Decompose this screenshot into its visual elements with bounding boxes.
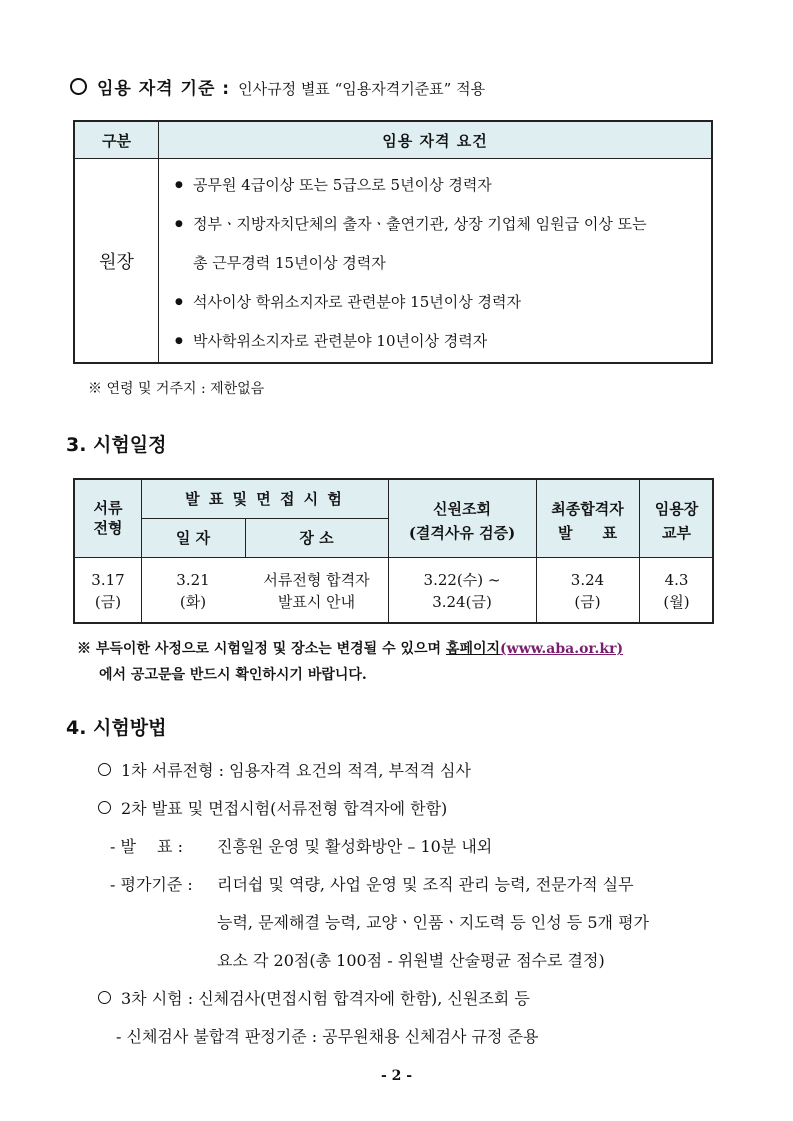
requirement-text: 박사학위소지자로 관련분야 10년이상 경력자 — [193, 332, 488, 350]
page-number: - 2 - — [380, 1068, 413, 1084]
presentation-label: - 발 표 : — [110, 837, 183, 856]
column-header-category: 구분 — [102, 132, 131, 150]
header-background-check: 신원조회 (결격사유 검증) — [408, 500, 516, 542]
homepage-label: 홈페이지 — [445, 641, 501, 657]
requirement-item — [175, 322, 647, 361]
requirement-text: 공무원 4급이상 또는 5급으로 5년이상 경력자 — [193, 176, 492, 194]
requirements-list — [175, 166, 647, 361]
requirement-item — [175, 166, 647, 205]
header-doc-screening: 서류 전형 — [93, 499, 123, 537]
method-step-2: 2차 발표 및 면접시험(서류전형 합격자에 한함) — [98, 796, 447, 819]
header-final-announcement: 최종합격자 발 표 — [551, 500, 624, 542]
column-header-requirements: 임용 자격 요건 — [382, 132, 488, 150]
cell-place: 서류전형 합격자 발표시 안내 — [263, 571, 370, 611]
header-date: 일 자 — [175, 529, 211, 547]
cell-background-check: 3.22(수) ~ 3.24(금) — [423, 571, 501, 611]
requirement-item — [175, 283, 647, 322]
circle-bullet-icon — [98, 991, 111, 1004]
schedule-change-note: ※ 부득이한 사정으로 시험일정 및 장소는 변경될 수 있으며 홈페이지(www.aba.or.kr) 에서 공고문을 반드시 확인하시기 바랍니다. — [77, 641, 624, 683]
circle-bullet-icon — [98, 801, 111, 814]
physical-exam-criteria: - 신체검사 불합격 판정기준 : 공무원채용 신체검사 규정 준용 — [116, 1027, 539, 1046]
cell-final-announcement: 3.24 (금) — [570, 571, 605, 611]
schedule-table — [73, 478, 714, 624]
circle-bullet-icon — [70, 78, 87, 95]
requirement-text: ● 정부ㆍ지방자치단체의 출자ㆍ출연기관, 상장 기업체 임원급 이상 또는 — [193, 215, 647, 233]
criteria-text-continued: 능력, 문제해결 능력, 교양ㆍ인품ㆍ지도력 등 인성 등 5개 평가 — [217, 913, 649, 932]
header-presentation-interview: 발 표 및 면 접 시 험 — [185, 490, 344, 508]
cell-appointment: 4.3 (월) — [663, 571, 690, 611]
circle-bullet-icon — [98, 763, 111, 776]
requirement-text-continued: 총 근무경력 15년이상 경력자 — [193, 254, 386, 272]
schedule-heading: 3. 시험일정 — [66, 434, 167, 456]
table-divider — [141, 518, 388, 519]
requirement-item — [175, 205, 647, 283]
criteria-text-continued: 요소 각 20점(총 100점 - 위원별 산술평균 점수로 결정) — [217, 951, 605, 970]
requirement-text: 석사이상 학위소지자로 관련분야 15년이상 경력자 — [193, 293, 521, 311]
age-residence-note: ※ 연령 및 거주지 : 제한없음 — [88, 381, 265, 397]
table-divider — [158, 122, 159, 362]
qualification-heading — [70, 74, 485, 99]
header-appointment: 임용장 교부 — [654, 500, 699, 542]
qualification-table — [73, 120, 713, 364]
presentation-text: 진흥원 운영 및 활성화방안 – 10분 내외 — [217, 837, 493, 856]
homepage-link[interactable]: (www.aba.or.kr) — [500, 641, 624, 657]
method-step-1: 1차 서류전형 : 임용자격 요건의 적격, 부적격 심사 — [98, 758, 471, 781]
method-heading: 4. 시험방법 — [66, 717, 167, 739]
criteria-label: - 평가기준 : — [110, 875, 193, 894]
header-place: 장 소 — [299, 529, 334, 547]
criteria-text: 리더쉽 및 역량, 사업 운영 및 조직 관리 능력, 전문가적 실무 — [217, 875, 634, 894]
cell-interview-date: 3.21 (화) — [176, 571, 210, 611]
qualification-description: 인사규정 별표 “임용자격기준표” 적용 — [238, 80, 486, 98]
qualification-title: 임용 자격 기준 : — [97, 79, 231, 99]
cell-doc-screening: 3.17 (금) — [91, 571, 125, 611]
role-cell: 원장 — [99, 252, 134, 273]
method-step-3: 3차 시험 : 신체검사(면접시험 합격자에 한함), 신원조회 등 — [98, 986, 530, 1009]
